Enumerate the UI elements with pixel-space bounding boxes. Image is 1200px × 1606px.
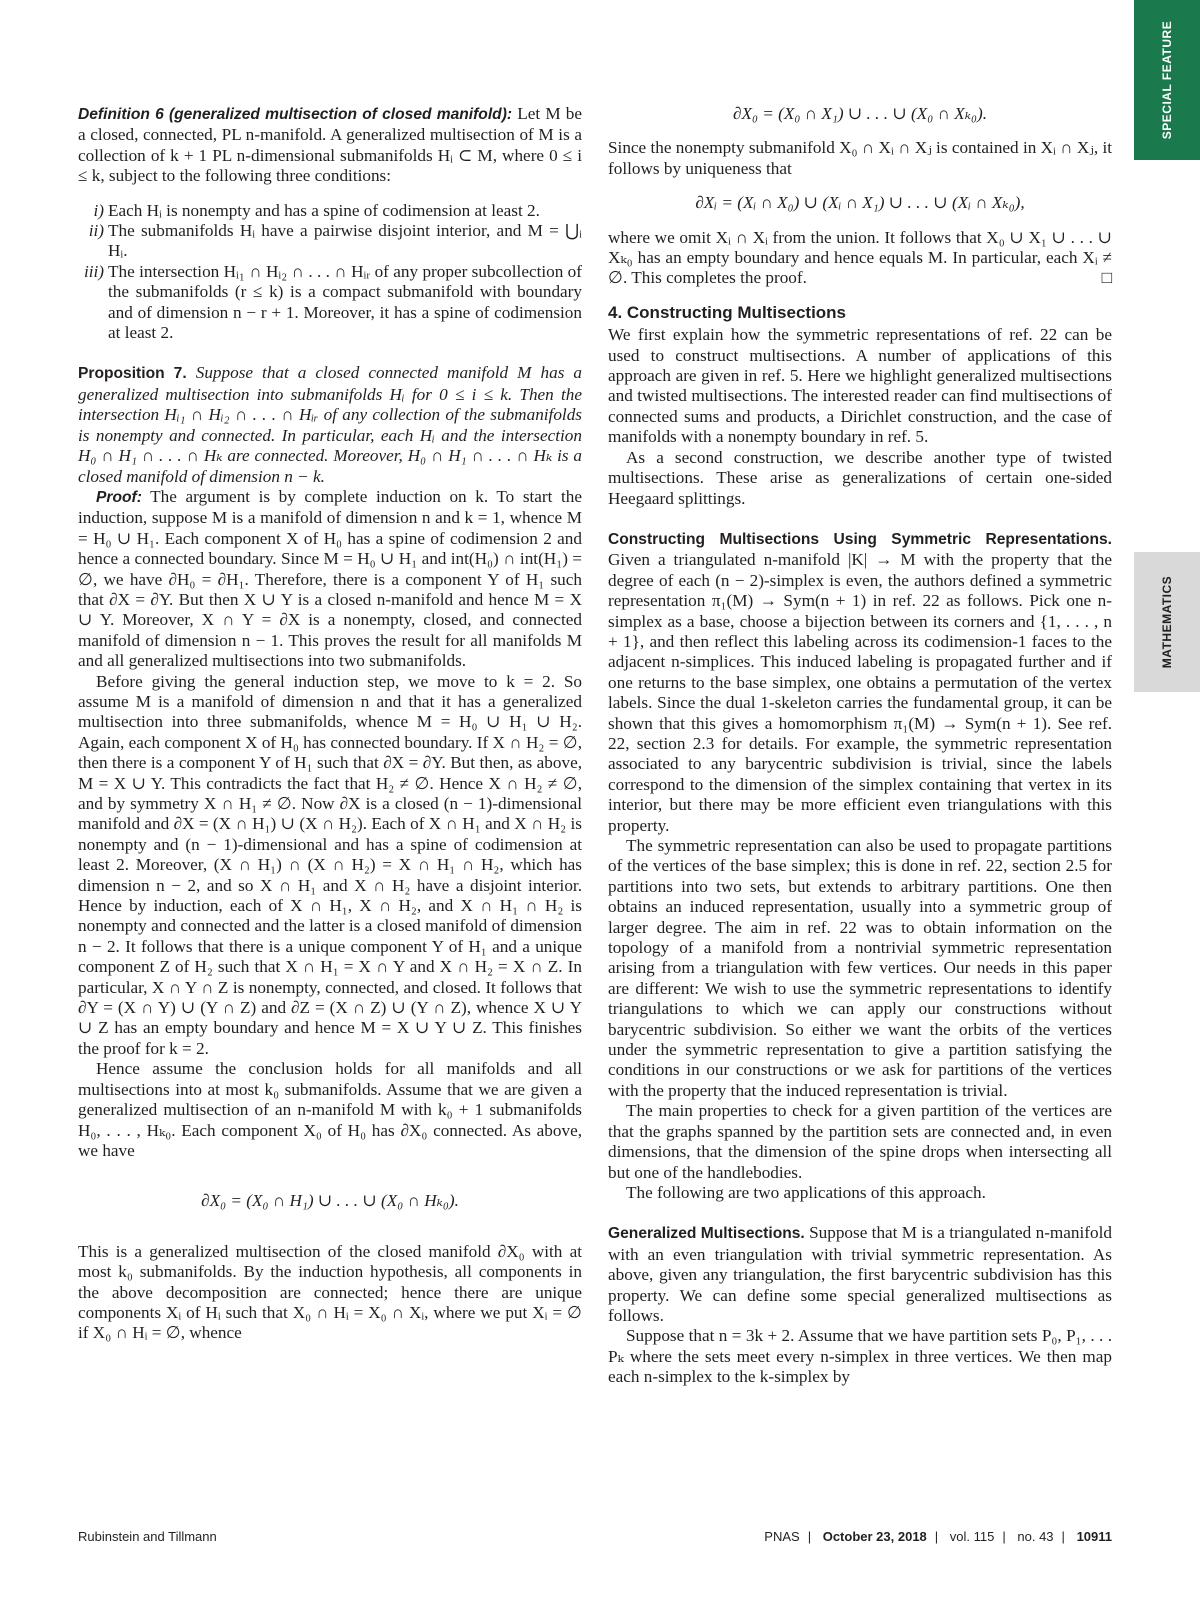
right-column — [608, 104, 1112, 1388]
equation: ∂X₀ = (X₀ ∩ X₁) ∪ . . . ∪ (X₀ ∩ Xₖ₀). — [732, 104, 987, 123]
footer-journal: PNAS — [764, 1529, 800, 1544]
footer-date: October 23, 2018 — [822, 1529, 927, 1544]
proposition-7 — [78, 363, 582, 486]
paragraph: Since the nonempty submanifold X₀ ∩ Xᵢ ∩ Xⱼ is contained in Xᵢ ∩ Xⱼ, it follows by uniqueness that — [608, 138, 1112, 178]
side-tab-special-feature — [1134, 0, 1200, 160]
paragraph: Before giving the general induction step, we move to k = 2. So assume M is a manifold of dimension n and that it has a generalized multisection into three submanifolds, whence M = H₀ ∪ H₁ ∪ H₂. Again, each component X of H₀ has connected boundary. If X ∩ H₂ = ∅, then there is a component Y of H₁ such that ∂X = ∂Y. But then, as above, M = X ∪ Y. This contradicts the fact that H₂ ≠ ∅. Hence X ∩ H₂ ≠ ∅, and by symmetry X ∩ H₁ ≠ ∅. Now ∂X is a closed (n − 1)-dimensional manifold and ∂X = (X ∩ H₁) ∪ (X ∩ H₂). Each of X ∩ H₁ and X ∩ H₂ is nonempty and (n − 1)-dimensional and has a spine of codimension at least 2. Moreover, (X ∩ H₁) ∩ (X ∩ H₂) = X ∩ H₁ ∩ H₂, which has dimension n − 2, and so X ∩ H₁ and X ∩ H₂ have a disjoint interior. Hence by induction, each of X ∩ H₁, X ∩ H₂, and X ∩ H₁ ∩ H₂ is nonempty and connected and the latter is a closed manifold of dimension n − 2. It follows that there is a unique component Y of H₁ and a unique component Z of H₂ such that X ∩ H₁ = X ∩ Y and X ∩ H₂ = X ∩ Z. In particular, X ∩ Y ∩ Z is nonempty, connected, and closed. It follows that ∂Y = (X ∩ Y) ∪ (Y ∩ Z) and ∂Z = (X ∩ Z) ∪ (Y ∩ Z), whence X ∪ Y ∪ Z has an empty boundary and hence M = X ∪ Y ∪ Z. This finishes the proof for k = 2. — [78, 671, 582, 1058]
paragraph: Hence assume the conclusion holds for all manifolds and all multisections into at most k₀ submanifolds. Assume that we are given a generalized multisection of an n-manifold M with k₀ + 1 submanifolds H₀, . . . , Hₖ₀. Each component X₀ of H₀ has ∂X₀ connected. As above, we have — [78, 1059, 582, 1160]
equation: ∂X₀ = (X₀ ∩ H₁) ∪ . . . ∪ (X₀ ∩ Hₖ₀). — [201, 1191, 459, 1211]
subsection-head: Generalized Multisections. — [608, 1225, 805, 1243]
proof-head: Proof: — [96, 488, 142, 506]
proposition-text: Suppose that a closed connected manifold M has a generalized multisection into submanifolds Hᵢ for 0 ≤ i ≤ k. Then the intersection Hᵢ₁ ∩ Hᵢ₂ ∩ . . . ∩ Hᵢᵣ of any collection of the submanifolds is nonempty and connected. In particular, each Hᵢ and the intersection H₀ ∩ H₁ ∩ . . . ∩ Hₖ are connected. Moreover, H₀ ∩ H₁ ∩ . . . ∩ Hₖ is a closed manifold of dimension n − k. — [78, 363, 583, 486]
paragraph: This is a generalized multisection of the closed manifold ∂X₀ with at most k₀ submanifolds. By the induction hypothesis, all components in the above decomposition are connected; hence there are unique components Xᵢ of Hᵢ such that X₀ ∩ Hᵢ = X₀ ∩ Xᵢ, where we put Xᵢ = ∅ if X₀ ∩ Hᵢ = ∅, whence — [78, 1241, 582, 1343]
side-tab-math-label: MATHEMATICS — [1160, 575, 1175, 669]
footer-authors: Rubinstein and Tillmann — [78, 1529, 217, 1544]
footer-page: 10911 — [1076, 1529, 1112, 1544]
paragraph-text: where we omit Xᵢ ∩ Xᵢ from the union. It follows that X₀ ∪ X₁ ∪ . . . ∪ Xₖ₀ has an empty boundary and hence equals M. In particular, each Xᵢ ≠ ∅. This completes the proof. — [608, 227, 1112, 288]
list-item-text: The submanifolds Hᵢ have a pairwise disjoint interior, and M = ⋃ᵢ Hᵢ. — [108, 221, 582, 261]
paragraph: The following are two applications of this approach. — [626, 1182, 986, 1202]
subsection-text: Suppose that M is a triangulated n-manifold with an even triangulation with trivial symmetric representation. As above, given any triangulation, the first barycentric subdivision has this property. We can define some special generalized multisections as follows. — [608, 1223, 1112, 1325]
definition-text: Let M be a closed, connected, PL n-manifold. A generalized multisection of M is a collection of k + 1 PL n-dimensional submanifolds Hᵢ ⊂ M, where 0 ≤ i ≤ k, subject to the following three conditions: — [78, 104, 582, 186]
paragraph: The symmetric representation can also be used to propagate partitions of the vertices of the base simplex; this is done in ref. 22, section 2.5 for partitions into two sets, but extends to arbitrary partitions. One then obtains an induced representation, usually into a symmetric group of larger degree. The aim in ref. 22 was to obtain information on the topology of a manifold from a nontrivial symmetric representation arising from a triangulation with few vertices. Our needs in this paper are different: We wish to use the symmetric representations to identify triangulations to which we can apply our constructions without barycentric subdivision. So either we want the orbits of the vertices under the symmetric representation to give a partition satisfying the conditions in our constructions or we ask for partitions of the vertices with the property that the induced representation is trivial. — [608, 836, 1112, 1100]
left-column — [78, 104, 582, 1344]
list-item-label: i) — [93, 200, 104, 220]
list-item-text: Each Hᵢ is nonempty and has a spine of codimension at least 2. — [108, 200, 540, 220]
paragraph: The main properties to check for a given partition of the vertices are that the graphs spanned by the partition sets are connected and, in even dimensions, that the dimension of the spine drops when intersecting all but one of the handlebodies. — [608, 1101, 1112, 1182]
footer-citation: PNAS | October 23, 2018 | vol. 115 | no. 43 | 10911 — [764, 1529, 1112, 1544]
list-item — [78, 221, 582, 262]
list-item-label: ii) — [88, 221, 104, 241]
list-item — [78, 262, 582, 344]
subsection-text: Given a triangulated n-manifold |K| → M with the property that the degree of each (n − 2)-simplex is even, the authors defined a symmetric representation π₁(M) → Sym(n + 1) in ref. 22 as follows. Pick one n-simplex as a base, choose a bijection between its corners and {1, . . . , n + 1}, and then reflect this labeling across its codimension-1 faces to the adjacent n-simplices. This induced labeling is propagated further and if one returns to the base simplex, one obtains a permutation of the vertex labels. Since the dual 1-skeleton carries the fundamental group, it can be shown that this gives a homomorphism π₁(M) → Sym(n + 1). See ref. 22, section 2.3 for details. For example, the symmetric representation associated to any barycentric subdivision is trivial, since the labels correspond to the dimension of the simplex containing that vertex in its interior, but there may be more efficient even triangulations with this property. — [608, 550, 1112, 835]
list-item-label: iii) — [83, 261, 104, 281]
subsection-head: Constructing Multisections Using Symmetric Representations. — [608, 530, 1112, 548]
side-tab-mathematics — [1134, 552, 1200, 692]
paragraph — [608, 228, 1112, 289]
subsection-paragraph — [608, 1223, 1112, 1326]
list-item-text: The intersection Hᵢ₁ ∩ Hᵢ₂ ∩ . . . ∩ Hᵢᵣ of any proper subcollection of the submanifolds (r ≤ k) is a compact submanifold with boundary and of dimension n − r + 1. Moreover, it has a spine of codimension at least 2. — [108, 261, 582, 343]
paragraph: Suppose that n = 3k + 2. Assume that we have partition sets P₀, P₁, . . . Pₖ where the sets meet every n-simplex in three vertices. We then map each n-simplex to the k-simplex by — [608, 1326, 1112, 1387]
paragraph: As a second construction, we describe another type of twisted multisections. These arise as generalizations of certain one-sided Heegaard splittings. — [608, 447, 1112, 508]
footer-issue: no. 43 — [1017, 1529, 1054, 1544]
definition-head: Definition 6 (generalized multisection of closed manifold): — [78, 106, 513, 123]
paragraph: We first explain how the symmetric representations of ref. 22 can be used to construct multisections. A number of applications of this approach are given in ref. 5. Here we highlight generalized multisections and twisted multisections. The interested reader can find multisections of connected sums and products, a Dirichlet construction, and the case of manifolds with a nonempty boundary in ref. 5. — [608, 325, 1112, 447]
proof-text: The argument is by complete induction on k. To start the induction, suppose M is a manifold of dimension n and k = 1, whence M = H₀ ∪ H₁. Each component X of H₀ has a spine of codimension 2 and hence a connected boundary. Since M = H₀ ∪ H₁ and int(H₀) ∩ int(H₁) = ∅, we have ∂H₀ = ∂H₁. Therefore, there is a component Y of H₁ such that ∂X = ∂Y. But then X ∪ Y is a closed n-manifold and hence M = X ∪ Y. Moreover, X ∩ Y = ∂X is a nonempty, closed, and connected manifold of dimension n − 1. This proves the result for all manifolds M and all generalized multisections into two submanifolds. — [78, 486, 582, 671]
list-item — [78, 201, 582, 221]
definition-6 — [78, 104, 582, 187]
proof-paragraph — [78, 487, 582, 672]
proposition-head: Proposition 7. — [78, 365, 187, 383]
side-tab-special-label: SPECIAL FEATURE — [1160, 20, 1174, 140]
footer-volume: vol. 115 — [949, 1529, 995, 1544]
subsection-paragraph — [608, 529, 1112, 836]
qed-symbol: □ — [1101, 268, 1112, 288]
condition-list — [78, 201, 582, 344]
section-heading: 4. Constructing Multisections — [608, 302, 847, 322]
equation: ∂Xᵢ = (Xᵢ ∩ X₀) ∪ (Xᵢ ∩ X₁) ∪ . . . ∪ (Xᵢ ∩ Xₖ₀), — [695, 193, 1025, 213]
